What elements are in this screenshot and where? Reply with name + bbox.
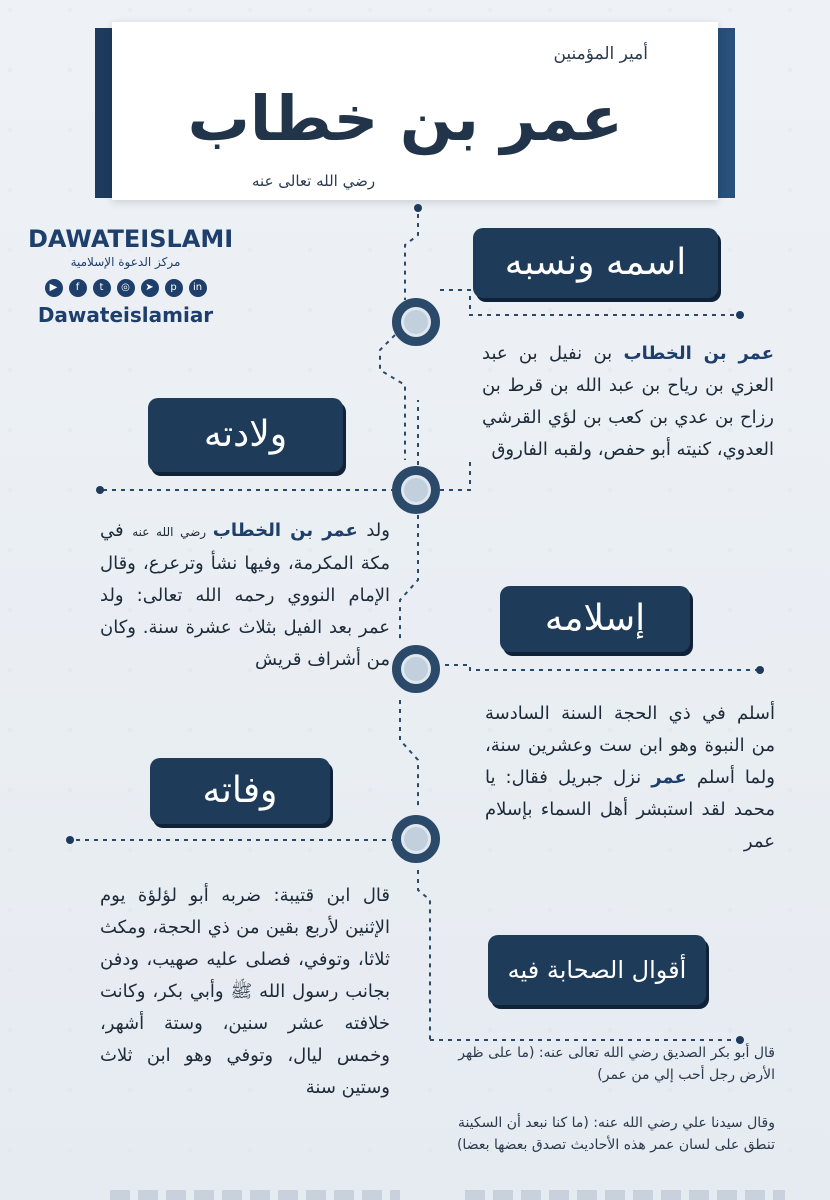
- header-pre-title: أمير المؤمنين: [553, 44, 648, 64]
- timeline-node-death: [392, 815, 440, 863]
- section-label-lineage: اسمه ونسبه: [473, 228, 718, 298]
- twitter-icon[interactable]: t: [93, 279, 111, 297]
- bottom-border-right: [465, 1190, 785, 1200]
- brand-name: DAWATEISLAMI: [28, 225, 234, 253]
- sayings-quote-2: وقال سيدنا علي رضي الله عنه: (ما كنا نبعد أن السكينة تنطق على لسان عمر هذه الأحاديث تصدق بعضها بعضا): [456, 1115, 775, 1153]
- islam-highlight: عمر: [651, 767, 687, 788]
- islam-body-a: أسلم في ذي الحجة السنة السادسة من النبوة وهو ابن ست وعشرين سنة، ولما أسلم: [485, 703, 775, 788]
- sayings-quote-1: قال أبو بكر الصديق رضي الله تعالى عنه: (ما على ظهر الأرض رجل أحب إلي من عمر): [458, 1045, 775, 1083]
- birth-highlight: عمر بن الخطاب: [212, 520, 358, 541]
- death-text: [100, 880, 390, 1104]
- linkedin-icon[interactable]: in: [189, 279, 207, 297]
- timeline-node-islam: [392, 645, 440, 693]
- timeline-node-lineage: [392, 298, 440, 346]
- birth-honorific: رضي الله عنه: [132, 525, 213, 539]
- birth-prefix: ولد: [357, 520, 390, 541]
- bottom-border-left: [110, 1190, 400, 1200]
- lineage-highlight: عمر بن الخطاب: [623, 343, 774, 364]
- brand-subtitle: مركز الدعوة الإسلامية: [70, 255, 181, 269]
- islam-text: [485, 698, 775, 858]
- death-body: قال ابن قتيبة: ضربه أبو لؤلؤة يوم الإثنين لأربع بقين من ذي الحجة، ومكث ثلاثا، وتوفي، فصلى عليه صهيب، ودفن بجانب رسول الله ﷺ وأبي بكر، وكانت خلافته عشر سنين، وستة أشهر، وخمس ليال، وتوفي وهو ابن ثلاث وستين سنة: [100, 885, 390, 1098]
- social-handle: Dawateislamiar: [37, 303, 214, 327]
- facebook-icon[interactable]: f: [69, 279, 87, 297]
- section-label-birth: ولادته: [148, 398, 343, 472]
- birth-body: في مكة المكرمة، وفيها نشأ وترعرع، وقال الإمام النووي رحمه الله تعالى: ولد عمر بعد الفيل بثلاث عشرة سنة. وكان من أشراف قريش: [100, 520, 390, 670]
- lineage-body: بن نفيل بن عبد العزي بن رياح بن عبد الله بن قرط بن رزاح بن عدي بن كعب بن لؤي القرشي العدوي، كنيته أبو حفص، ولقبه الفاروق: [482, 343, 774, 460]
- section-label-death: وفاته: [150, 758, 330, 824]
- birth-text: [100, 515, 390, 676]
- pinterest-icon[interactable]: p: [165, 279, 183, 297]
- instagram-icon[interactable]: ◎: [117, 279, 135, 297]
- telegram-icon[interactable]: ➤: [141, 279, 159, 297]
- islam-body-b: نزل جبريل فقال: يا محمد لقد استبشر أهل السماء بإسلام عمر: [485, 767, 775, 852]
- youtube-icon[interactable]: ▶: [45, 279, 63, 297]
- timeline-node-birth: [392, 466, 440, 514]
- section-label-islam: إسلامه: [500, 586, 690, 652]
- section-label-sayings: أقوال الصحابة فيه: [488, 935, 706, 1005]
- page-title: عمر بن خطاب: [187, 82, 623, 155]
- lineage-text: [482, 338, 774, 466]
- header-post-title: رضي الله تعالى عنه: [252, 172, 376, 190]
